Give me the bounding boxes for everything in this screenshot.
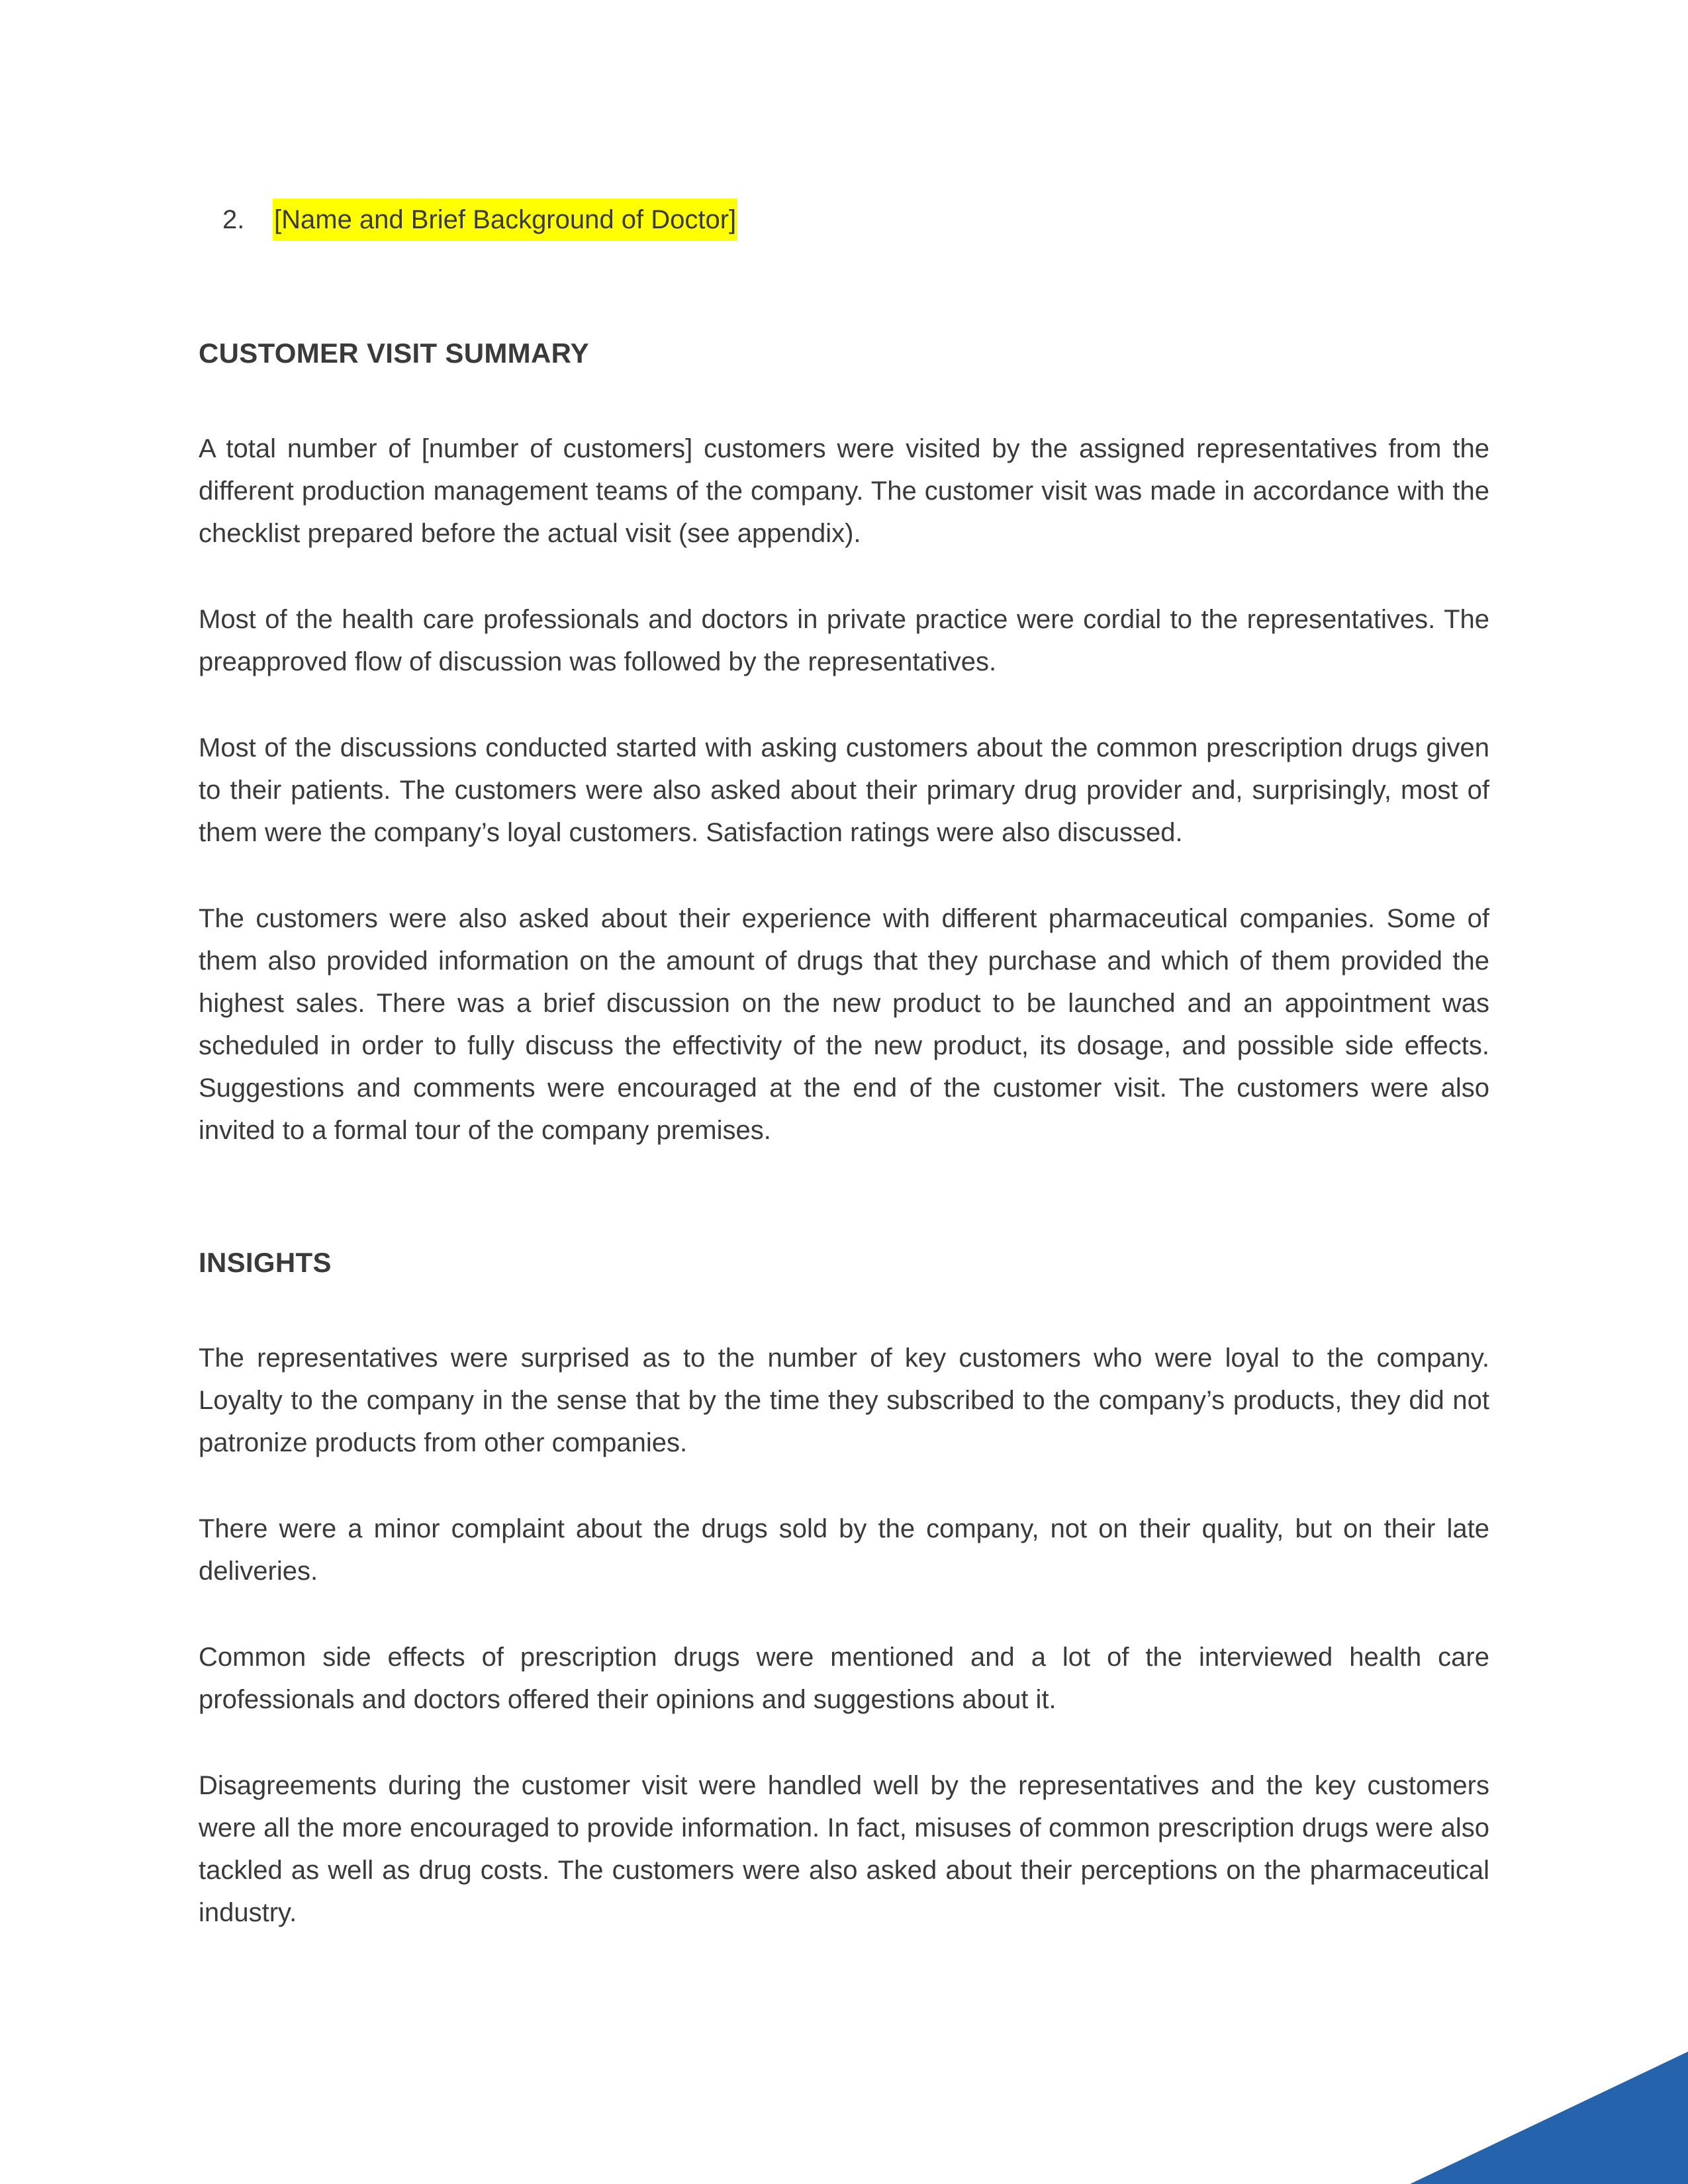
summary-paragraph-3: Most of the discussions conducted started with asking customers about the common prescription drugs given to their patients. The customers were also asked about their primary drug provider and, surprisingly, most of them were the company’s loyal customers. Satisfaction ratings were also discussed. bbox=[199, 733, 1489, 847]
section-heading-customer-visit-summary: CUSTOMER VISIT SUMMARY bbox=[199, 338, 589, 369]
doctor-name-placeholder: [Name and Brief Background of Doctor] bbox=[273, 199, 737, 241]
insights-paragraph-3: Common side effects of prescription drugs were mentioned and a lot of the interviewed health care professionals and doctors offered their opinions and suggestions about it. bbox=[199, 1643, 1489, 1714]
insights-paragraph-1: The representatives were surprised as to the number of key customers who were loyal to the company. Loyalty to the company in the sense that by the time they subscribed to the company’s products, they did not patronize products from other companies. bbox=[199, 1343, 1489, 1457]
insights-paragraph-2: There were a minor complaint about the drugs sold by the company, not on their quality, but on their late deliveries. bbox=[199, 1514, 1489, 1586]
section-heading-insights: INSIGHTS bbox=[199, 1247, 332, 1278]
summary-paragraph-2: Most of the health care professionals and doctors in private practice were cordial to the representatives. The preapproved flow of discussion was followed by the representatives. bbox=[199, 605, 1489, 676]
summary-paragraph-4: The customers were also asked about their experience with different pharmaceutical companies. Some of them also provided information on the amount of drugs that they purchase and which of them provided the highest sales. There was a brief discussion on the new product to be launched and an appointment was scheduled in order to fully discuss the effectivity of the new product, its dosage, and possible side effects. Suggestions and comments were encouraged at the end of the customer visit. The customers were also invited to a formal tour of the company premises. bbox=[199, 904, 1489, 1145]
insights-paragraph-4: Disagreements during the customer visit were handled well by the representatives and the key customers were all the more encouraged to provide information. In fact, misuses of common prescription drugs were also tackled as well as drug costs. The customers were also asked about their perceptions on the pharmaceutical industry. bbox=[199, 1771, 1489, 1927]
numbered-list-item bbox=[222, 199, 737, 241]
list-number: 2. bbox=[222, 205, 245, 234]
corner-accent-triangle bbox=[1410, 2052, 1688, 2184]
summary-paragraph-1: A total number of [number of customers] customers were visited by the assigned representatives from the different production management teams of the company. The customer visit was made in accordance with the checklist prepared before the actual visit (see appendix). bbox=[199, 434, 1489, 548]
